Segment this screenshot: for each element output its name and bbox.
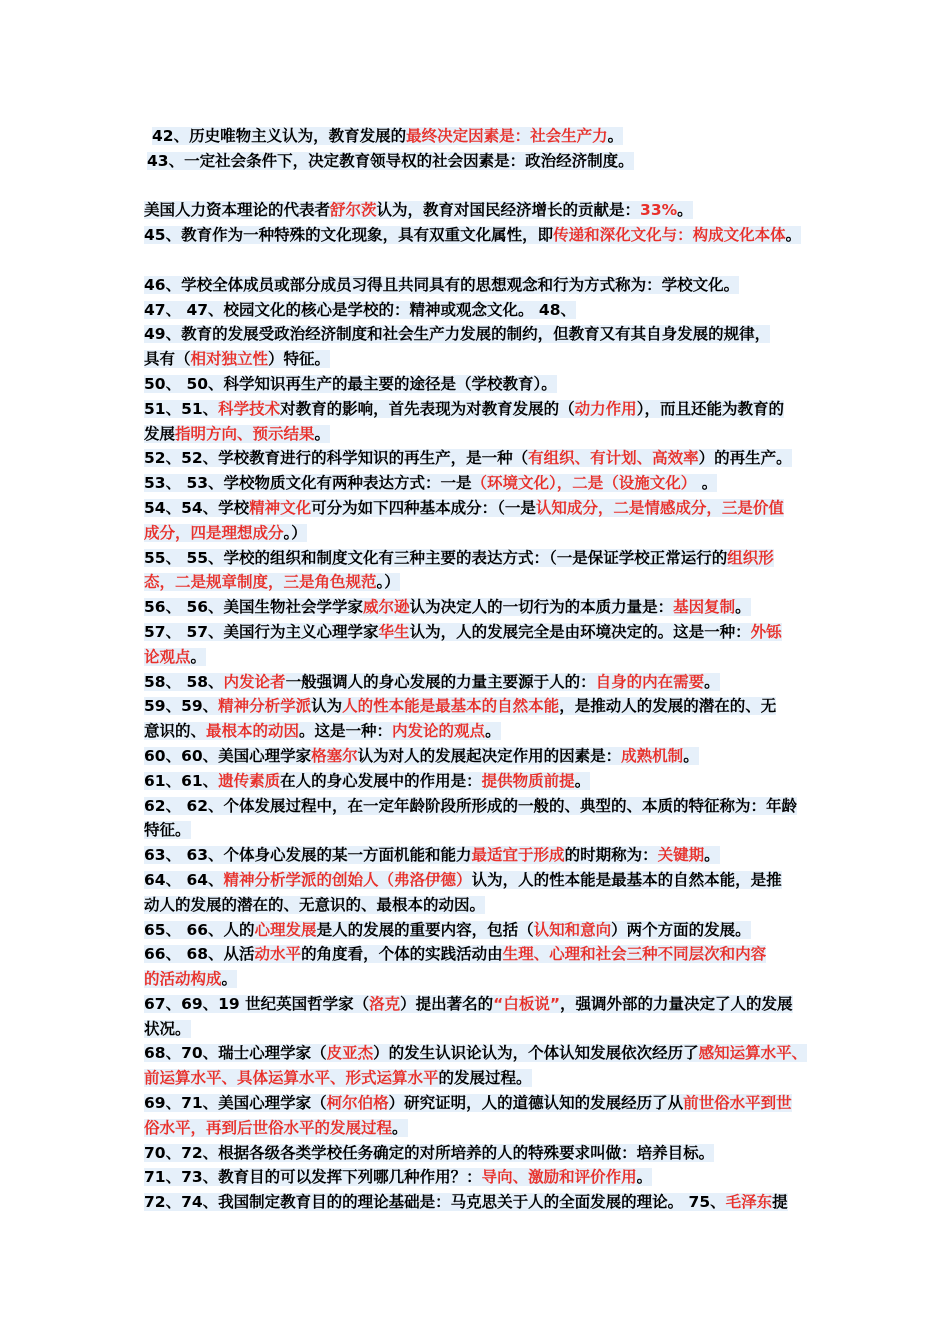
text-line (144, 1017, 820, 1042)
body-text: 认为对人的发展起决定作用的因素是： (357, 746, 622, 765)
text-line (144, 868, 820, 893)
line-highlight (144, 821, 191, 839)
emphasis-text: 遗传素质 (218, 771, 281, 790)
body-text: 52、52、学校教育进行的科学知识的再生产，是一种（ (144, 449, 529, 468)
body-text: 。 (704, 846, 720, 865)
line-highlight (144, 1144, 714, 1162)
text-line (144, 843, 820, 868)
text-line (144, 422, 820, 447)
blank-line (144, 174, 820, 199)
line-highlight (144, 871, 782, 889)
body-text: 特征。 (144, 821, 191, 840)
body-text: 对教育的影响，首先表现为对教育发展的（ (280, 399, 575, 418)
text-line (144, 1091, 820, 1116)
line-highlight (144, 201, 693, 219)
text-line (144, 372, 820, 397)
body-text: 具有（ (144, 350, 191, 369)
text-line (144, 149, 820, 174)
emphasis-text: （环境文化），二是（设施文化） (471, 474, 697, 493)
emphasis-text: 自身的内在需要 (595, 672, 705, 691)
text-line (144, 620, 820, 645)
text-line (144, 769, 820, 794)
emphasis-text: 前运算水平、具体运算水平、形式运算水平 (144, 1069, 439, 1088)
emphasis-text: 成熟机制 (621, 746, 684, 765)
body-text: 。） (283, 523, 307, 542)
body-text: 43、一定社会条件下，决定教育领导权的社会因素是：政治经济制度。 (147, 151, 634, 170)
body-text: 。这是一种： (299, 722, 393, 741)
body-text: 57、 57、美国行为主义心理学家 (144, 622, 379, 641)
line-highlight (144, 598, 751, 616)
body-text: 45、教育作为一种特殊的文化现象，具有双重文化属性，即 (144, 226, 554, 245)
line-highlight (144, 970, 237, 988)
body-text: 是人的发展的重要内容，包括（ (316, 920, 534, 939)
line-highlight (144, 350, 330, 368)
text-line (144, 744, 820, 769)
body-text: 。 (735, 598, 751, 617)
body-text: ）的再生产。 (698, 449, 792, 468)
body-text: 42、历史唯物主义认为，教育发展的 (152, 127, 407, 145)
body-text: ）提出著名的 (400, 994, 494, 1013)
text-line (144, 719, 820, 744)
emphasis-text: 毛泽东 (725, 1193, 773, 1212)
emphasis-text: 精神分析学派的创始人（弗洛伊德） (223, 870, 472, 889)
emphasis-text: 洛克 (369, 994, 401, 1013)
body-text: 。 (190, 647, 207, 666)
emphasis-text: 指明方向、预示结果 (175, 424, 315, 443)
line-highlight (144, 499, 784, 517)
emphasis-text: 相对独立性 (190, 350, 269, 369)
emphasis-text: 最终决定因素是：社会生产力 (406, 127, 608, 145)
document-page (144, 124, 820, 1215)
body-text: 58、 58、 (144, 672, 224, 691)
line-highlight (144, 1168, 652, 1186)
line-highlight (152, 127, 623, 145)
body-text: 64、 64、 (144, 870, 224, 889)
emphasis-text: 认知和意向 (533, 920, 612, 939)
body-text: 。 (392, 1118, 408, 1137)
emphasis-text: 皮亚杰 (326, 1044, 374, 1063)
emphasis-text: 动力作用 (574, 399, 637, 418)
line-highlight (144, 1094, 792, 1112)
line-highlight (144, 722, 501, 740)
body-text: 59、59、 (144, 697, 219, 716)
text-line (144, 818, 820, 843)
line-highlight (144, 425, 330, 443)
line-highlight (144, 648, 206, 666)
line-highlight (144, 747, 699, 765)
body-text: 62、 62、个体发展过程中，在一定年龄阶段所形成的一般的、典型的、本质的特征称为：年龄 (144, 796, 798, 815)
line-highlight (144, 623, 782, 641)
text-line (144, 223, 820, 248)
emphasis-text: 心理发展 (254, 920, 317, 939)
body-text: 。 (704, 672, 720, 691)
emphasis-text: 态，二是规章制度，三是角色规范 (144, 573, 377, 592)
line-highlight (144, 276, 739, 294)
emphasis-text: 导向、激励和评价作用 (481, 1168, 637, 1187)
text-line (144, 794, 820, 819)
text-line (144, 1141, 820, 1166)
text-line (144, 1066, 820, 1091)
emphasis-text: 传递和深化文化与：构成文化本体 (553, 226, 786, 245)
line-highlight (144, 697, 776, 715)
emphasis-text: 柯尔伯格 (326, 1094, 389, 1113)
body-text: ）特征。 (268, 350, 331, 369)
body-text: ），而且还能为教育的 (636, 399, 784, 418)
body-text: 69、71、美国心理学家（ (144, 1094, 327, 1113)
body-text: 认为 (311, 697, 343, 716)
emphasis-text: 有组织、有计划、高效率 (528, 449, 699, 468)
line-highlight (144, 896, 485, 914)
body-text: 47、 47、校园文化的核心是学校的：精神或观念文化。 48、 (144, 300, 577, 319)
line-highlight (144, 846, 720, 864)
body-text: 。 (314, 424, 331, 443)
line-highlight (144, 400, 784, 418)
emphasis-text: 内发论者 (223, 672, 286, 691)
text-line (144, 521, 820, 546)
body-text: 。 (574, 771, 591, 790)
body-text: ，强调外部的力量决定了人的发展 (560, 994, 793, 1013)
body-text: 56、 56、美国生物社会学学家 (144, 598, 364, 617)
body-text: 。 (683, 746, 699, 765)
line-highlight (144, 1020, 191, 1038)
text-line (144, 347, 820, 372)
line-highlight (144, 1069, 532, 1087)
text-line (144, 1165, 820, 1190)
body-text: ）研究证明，人的道德认知的发展经历了从 (388, 1094, 684, 1113)
body-text: 。） (376, 573, 400, 592)
body-text: 提 (772, 1193, 788, 1212)
body-text: 70、72、根据各级各类学校任务确定的对所培养的人的特殊要求叫做：培养目标。 (144, 1143, 715, 1162)
line-highlight (144, 945, 766, 963)
body-text: 50、 50、科学知识再生产的最主要的途径是（学校教育）。 (144, 374, 557, 393)
text-line (144, 471, 820, 496)
line-highlight (144, 449, 792, 467)
body-text: 67、69、19 世纪英国哲学家（ (144, 994, 370, 1013)
text-line (144, 595, 820, 620)
text-line (144, 496, 820, 521)
body-text: 63、 63、个体身心发展的某一方面机能和能力 (144, 846, 472, 865)
body-text: 65、 66、人的 (144, 920, 255, 939)
body-text: 认为，人的性本能是最基本的自然本能，是推 (471, 870, 782, 889)
body-text: 在人的身心发展中的作用是： (280, 771, 482, 790)
body-text: 72、74、我国制定教育目的的理论基础是：马克思关于人的全面发展的理论。 75、 (144, 1193, 726, 1212)
body-text: 的发展过程。 (438, 1069, 532, 1088)
emphasis-text: 动水平 (254, 945, 302, 964)
line-highlight (144, 1119, 408, 1137)
body-text: 。 (696, 474, 718, 493)
text-line (144, 1041, 820, 1066)
line-highlight (144, 1193, 788, 1211)
body-text: 意识的、 (144, 722, 207, 741)
text-line (144, 446, 820, 471)
body-text: ）的发生认识论认为，个体认知发展依次经历了 (373, 1044, 699, 1063)
body-text: 美国人力资本理论的代表者 (144, 201, 331, 220)
emphasis-text: 最根本的动因 (206, 722, 300, 741)
body-text: 发展 (144, 424, 176, 443)
body-text: 的时期称为： (564, 846, 658, 865)
text-line (144, 670, 820, 695)
emphasis-text: 内发论的观点 (392, 722, 486, 741)
body-text: 61、61、 (144, 771, 219, 790)
line-highlight (144, 549, 774, 567)
text-line (144, 1116, 820, 1141)
emphasis-text: 精神文化 (249, 498, 312, 517)
blank-line (144, 248, 820, 273)
text-line (144, 893, 820, 918)
line-highlight (144, 524, 307, 542)
body-text: 。 (485, 722, 501, 741)
body-text: 66、 68、从活 (144, 945, 255, 964)
text-line (144, 645, 820, 670)
body-text: 46、学校全体成员或部分成员习得且共同具有的思想观念和行为方式称为：学校文化。 (144, 275, 740, 294)
body-text: 53、 53、学校物质文化有两种表达方式：一是 (144, 474, 472, 493)
emphasis-text: 前世俗水平到世 (683, 1094, 792, 1113)
text-line (144, 198, 820, 223)
body-text: 状况。 (144, 1019, 191, 1038)
body-text: 49、教育的发展受政治经济制度和社会生产力发展的制约，但教育又有其自身发展的规律， (144, 325, 771, 344)
emphasis-text: 最适宜于形成 (471, 846, 565, 865)
body-text: 动人的发展的潜在的、无意识的、最根本的动因。 (144, 895, 486, 914)
body-text: 一般强调人的身心发展的力量主要源于人的： (285, 672, 596, 691)
text-line (144, 298, 820, 323)
body-text: 54、54、学校 (144, 498, 250, 517)
line-highlight (144, 921, 751, 939)
emphasis-text: 俗水平，再到后世俗水平的发展过程 (144, 1118, 393, 1137)
emphasis-text: 生理、心理和社会三种不同层次和内容 (502, 945, 767, 964)
line-highlight (147, 152, 634, 170)
emphasis-text: 精神分析学派 (218, 697, 312, 716)
body-text: ）两个方面的发展。 (611, 920, 751, 939)
body-text: ，是推动人的发展的潜在的、无 (559, 697, 777, 716)
line-highlight (144, 375, 557, 393)
text-line (144, 992, 820, 1017)
body-text: 认为，教育对国民经济增长的贡献是： (376, 201, 641, 220)
body-text: 。 (221, 970, 238, 989)
line-highlight (144, 226, 801, 244)
text-line (144, 1190, 820, 1215)
line-highlight (144, 573, 400, 591)
line-highlight (144, 1044, 807, 1062)
emphasis-text: “白板说” (493, 994, 561, 1013)
emphasis-text: 基因复制 (673, 598, 736, 617)
text-line (144, 397, 820, 422)
line-highlight (144, 301, 576, 319)
body-text: 68、70、瑞士心理学家（ (144, 1044, 327, 1063)
text-line (144, 942, 820, 967)
emphasis-text: 外铄 (750, 622, 782, 641)
emphasis-text: 科学技术 (218, 399, 281, 418)
emphasis-text: 33% (640, 201, 678, 220)
line-highlight (144, 797, 797, 815)
text-line (144, 570, 820, 595)
text-line (144, 967, 820, 992)
emphasis-text: 华生 (378, 622, 410, 641)
line-highlight (144, 772, 590, 790)
line-highlight (144, 325, 770, 343)
body-text: 。 (607, 127, 624, 145)
emphasis-text: 认知成分，二是情感成分，三是价值 (535, 498, 784, 517)
body-text: 的角度看，个体的实践活动由 (301, 945, 503, 964)
line-highlight (144, 673, 720, 691)
body-text: 。 (636, 1168, 653, 1187)
emphasis-text: 威尔逊 (363, 598, 410, 617)
body-text: 。 (677, 201, 693, 220)
body-text: 60、60、美国心理学家 (144, 746, 312, 765)
emphasis-text: 关键期 (657, 846, 705, 865)
emphasis-text: 舒尔茨 (330, 201, 377, 220)
body-text: 认为，人的发展完全是由环境决定的。这是一种： (409, 622, 751, 641)
emphasis-text: 的活动构成 (144, 970, 222, 989)
emphasis-text: 组织形 (727, 548, 774, 567)
body-text: 认为决定人的一切行为的本质力量是： (409, 598, 674, 617)
emphasis-text: 论观点 (144, 647, 191, 666)
body-text: 55、 55、学校的组织和制度文化有三种主要的表达方式：（一是保证学校正常运行的 (144, 548, 728, 567)
emphasis-text: 感知运算水平、 (698, 1044, 808, 1063)
text-line (144, 124, 820, 149)
body-text: 。 (785, 226, 802, 245)
text-line (144, 694, 820, 719)
emphasis-text: 人的性本能是最基本的自然本能 (342, 697, 560, 716)
emphasis-text: 提供物质前提 (481, 771, 575, 790)
line-highlight (144, 474, 717, 492)
body-text: 71、73、教育目的可以发挥下列哪几种作用？： (144, 1168, 482, 1187)
text-line (144, 322, 820, 347)
emphasis-text: 成分，四是理想成分 (144, 523, 284, 542)
body-text: 51、51、 (144, 399, 219, 418)
text-line (144, 918, 820, 943)
line-highlight (144, 995, 793, 1013)
body-text: 可分为如下四种基本成分：（一是 (311, 498, 536, 517)
text-line (144, 546, 820, 571)
text-line (144, 273, 820, 298)
emphasis-text: 格塞尔 (311, 746, 358, 765)
